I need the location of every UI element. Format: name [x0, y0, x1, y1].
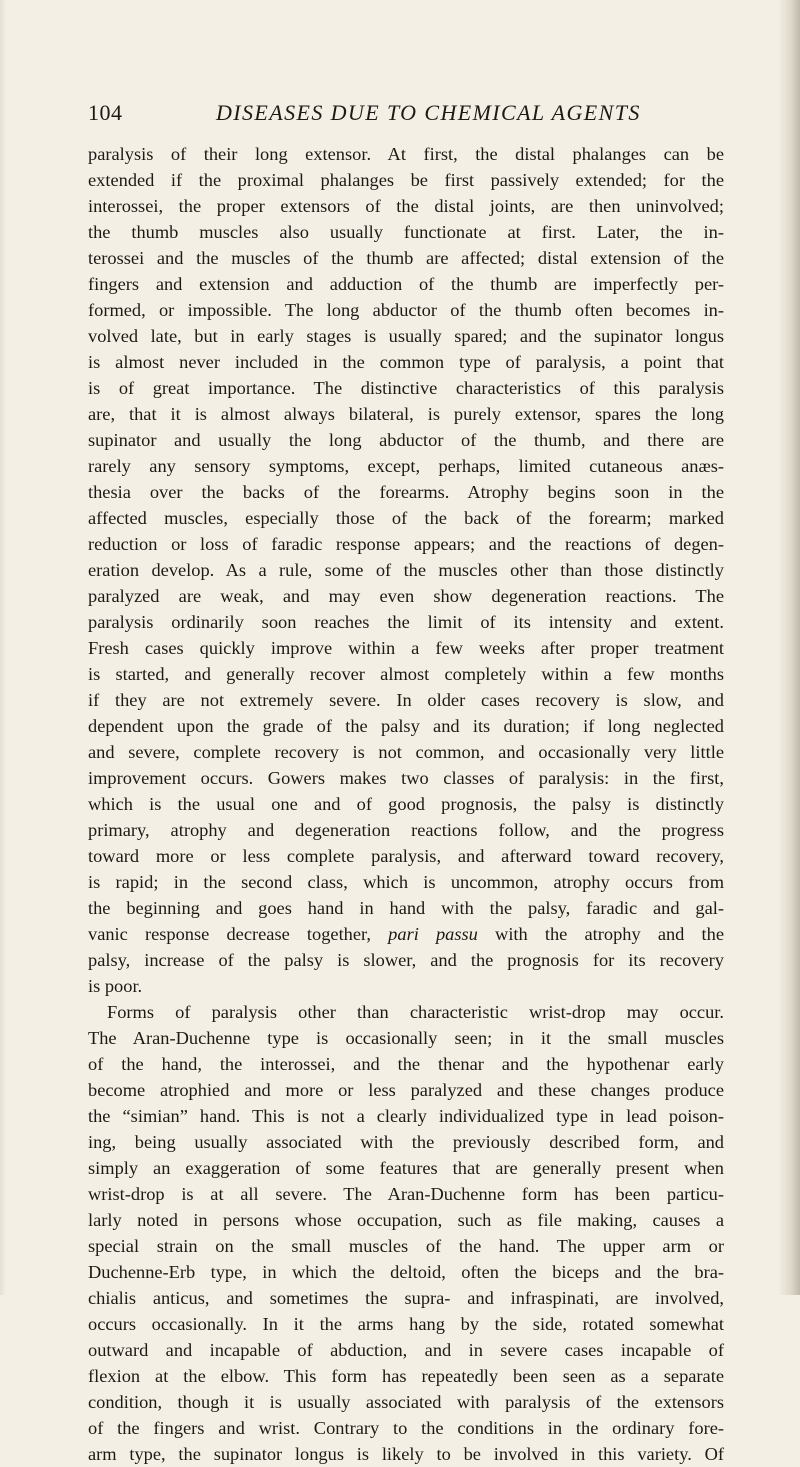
text-line: and severe, complete recovery is not common, and occasionally very little — [88, 742, 724, 762]
text-line: is rapid; in the second class, which is uncommon, atrophy occurs from — [88, 872, 724, 892]
text-line: paralysis of their long extensor. At first, the distal phalanges can be — [88, 144, 724, 164]
text-line: condition, though it is usually associated with paralysis of the extensors — [88, 1392, 724, 1412]
text-line: the “simian” hand. This is not a clearly individualized type in lead poison- — [88, 1106, 724, 1126]
text-line: reduction or loss of faradic response appears; and the reactions of degen- — [88, 534, 724, 554]
text-line: flexion at the elbow. This form has repeatedly been seen as a separate — [88, 1366, 724, 1386]
text-line: larly noted in persons whose occupation, such as file making, causes a — [88, 1210, 724, 1230]
text-line: fingers and extension and adduction of the thumb are imperfectly per- — [88, 274, 724, 294]
page-edge-shadow-left — [0, 0, 6, 1295]
paragraph-2 — [88, 999, 724, 1467]
text-line: rarely any sensory symptoms, except, perhaps, limited cutaneous anæs- — [88, 456, 724, 476]
text-line: primary, atrophy and degeneration reactions follow, and the progress — [88, 820, 724, 840]
text-line: toward more or less complete paralysis, and afterward toward recovery, — [88, 846, 724, 866]
text-line: if they are not extremely severe. In older cases recovery is slow, and — [88, 690, 724, 710]
text-line: interossei, the proper extensors of the distal joints, are then uninvolved; — [88, 196, 724, 216]
text-line: outward and incapable of abduction, and in severe cases incapable of — [88, 1340, 724, 1360]
text-line: chialis anticus, and sometimes the supra- and infraspinati, are involved, — [88, 1288, 724, 1308]
text-line: ing, being usually associated with the previously described form, and — [88, 1132, 724, 1152]
text-line: arm type, the supinator longus is likely to be involved in this variety. Of — [88, 1444, 724, 1464]
text-line: Duchenne-Erb type, in which the deltoid, often the biceps and the bra- — [88, 1262, 724, 1282]
text-line: special strain on the small muscles of the hand. The upper arm or — [88, 1236, 724, 1256]
page-edge-shadow — [778, 0, 800, 1295]
text-line: of the fingers and wrist. Contrary to the conditions in the ordinary fore- — [88, 1418, 724, 1438]
text-line: thesia over the backs of the forearms. Atrophy begins soon in the — [88, 482, 724, 502]
paragraph-1 — [88, 141, 724, 999]
text-line: paralysis ordinarily soon reaches the limit of its intensity and extent. — [88, 612, 724, 632]
text-line: extended if the proximal phalanges be first passively extended; for the — [88, 170, 724, 190]
text-line: become atrophied and more or less paralyzed and these changes produce — [88, 1080, 724, 1100]
text-line: The Aran-Duchenne type is occasionally seen; in it the small muscles — [88, 1028, 724, 1048]
text-line: is almost never included in the common type of paralysis, a point that — [88, 352, 724, 372]
text-line: supinator and usually the long abductor of the thumb, and there are — [88, 430, 724, 450]
text-line: volved late, but in early stages is usually spared; and the supinator longus — [88, 326, 724, 346]
page-number: 104 — [88, 100, 123, 125]
text-line: improvement occurs. Gowers makes two classes of paralysis: in the first, — [88, 768, 724, 788]
text-line: Fresh cases quickly improve within a few weeks after proper treatment — [88, 638, 724, 658]
text-line: affected muscles, especially those of the back of the forearm; marked — [88, 508, 724, 528]
text-line: palsy, increase of the palsy is slower, and the prognosis for its recovery — [88, 950, 724, 970]
text-line: which is the usual one and of good prognosis, the palsy is distinctly — [88, 794, 724, 814]
text-line: the beginning and goes hand in hand with the palsy, faradic and gal- — [88, 898, 724, 918]
text-line: of the hand, the interossei, and the thenar and the hypothenar early — [88, 1054, 724, 1074]
page-header — [88, 100, 724, 130]
text-line: is poor. — [88, 976, 143, 996]
text-line: is started, and generally recover almost completely within a few months — [88, 664, 724, 684]
body-text — [88, 141, 724, 1467]
text-line: simply an exaggeration of some features that are generally present when — [88, 1158, 724, 1178]
text-line: is of great importance. The distinctive characteristics of this paralysis — [88, 378, 724, 398]
text-line: wrist-drop is at all severe. The Aran-Duchenne form has been particu- — [88, 1184, 724, 1204]
text-line: vanic response decrease together, pari passu with the atrophy and the — [88, 924, 724, 944]
italic-phrase: pari passu — [388, 924, 478, 944]
text-line: dependent upon the grade of the palsy and its duration; if long neglected — [88, 716, 724, 736]
text-line: the thumb muscles also usually functionate at first. Later, the in- — [88, 222, 724, 242]
text-line: paralyzed are weak, and may even show degeneration reactions. The — [88, 586, 724, 606]
running-head: DISEASES DUE TO CHEMICAL AGENTS — [216, 100, 641, 125]
text-line: formed, or impossible. The long abductor of the thumb often becomes in- — [88, 300, 724, 320]
text-line: occurs occasionally. In it the arms hang by the side, rotated somewhat — [88, 1314, 724, 1334]
text-line: are, that it is almost always bilateral, is purely extensor, spares the long — [88, 404, 724, 424]
text-line: terossei and the muscles of the thumb are affected; distal extension of the — [88, 248, 724, 268]
text-line: eration develop. As a rule, some of the muscles other than those distinctly — [88, 560, 724, 580]
text-line: Forms of paralysis other than characteristic wrist-drop may occur. — [107, 1002, 724, 1022]
